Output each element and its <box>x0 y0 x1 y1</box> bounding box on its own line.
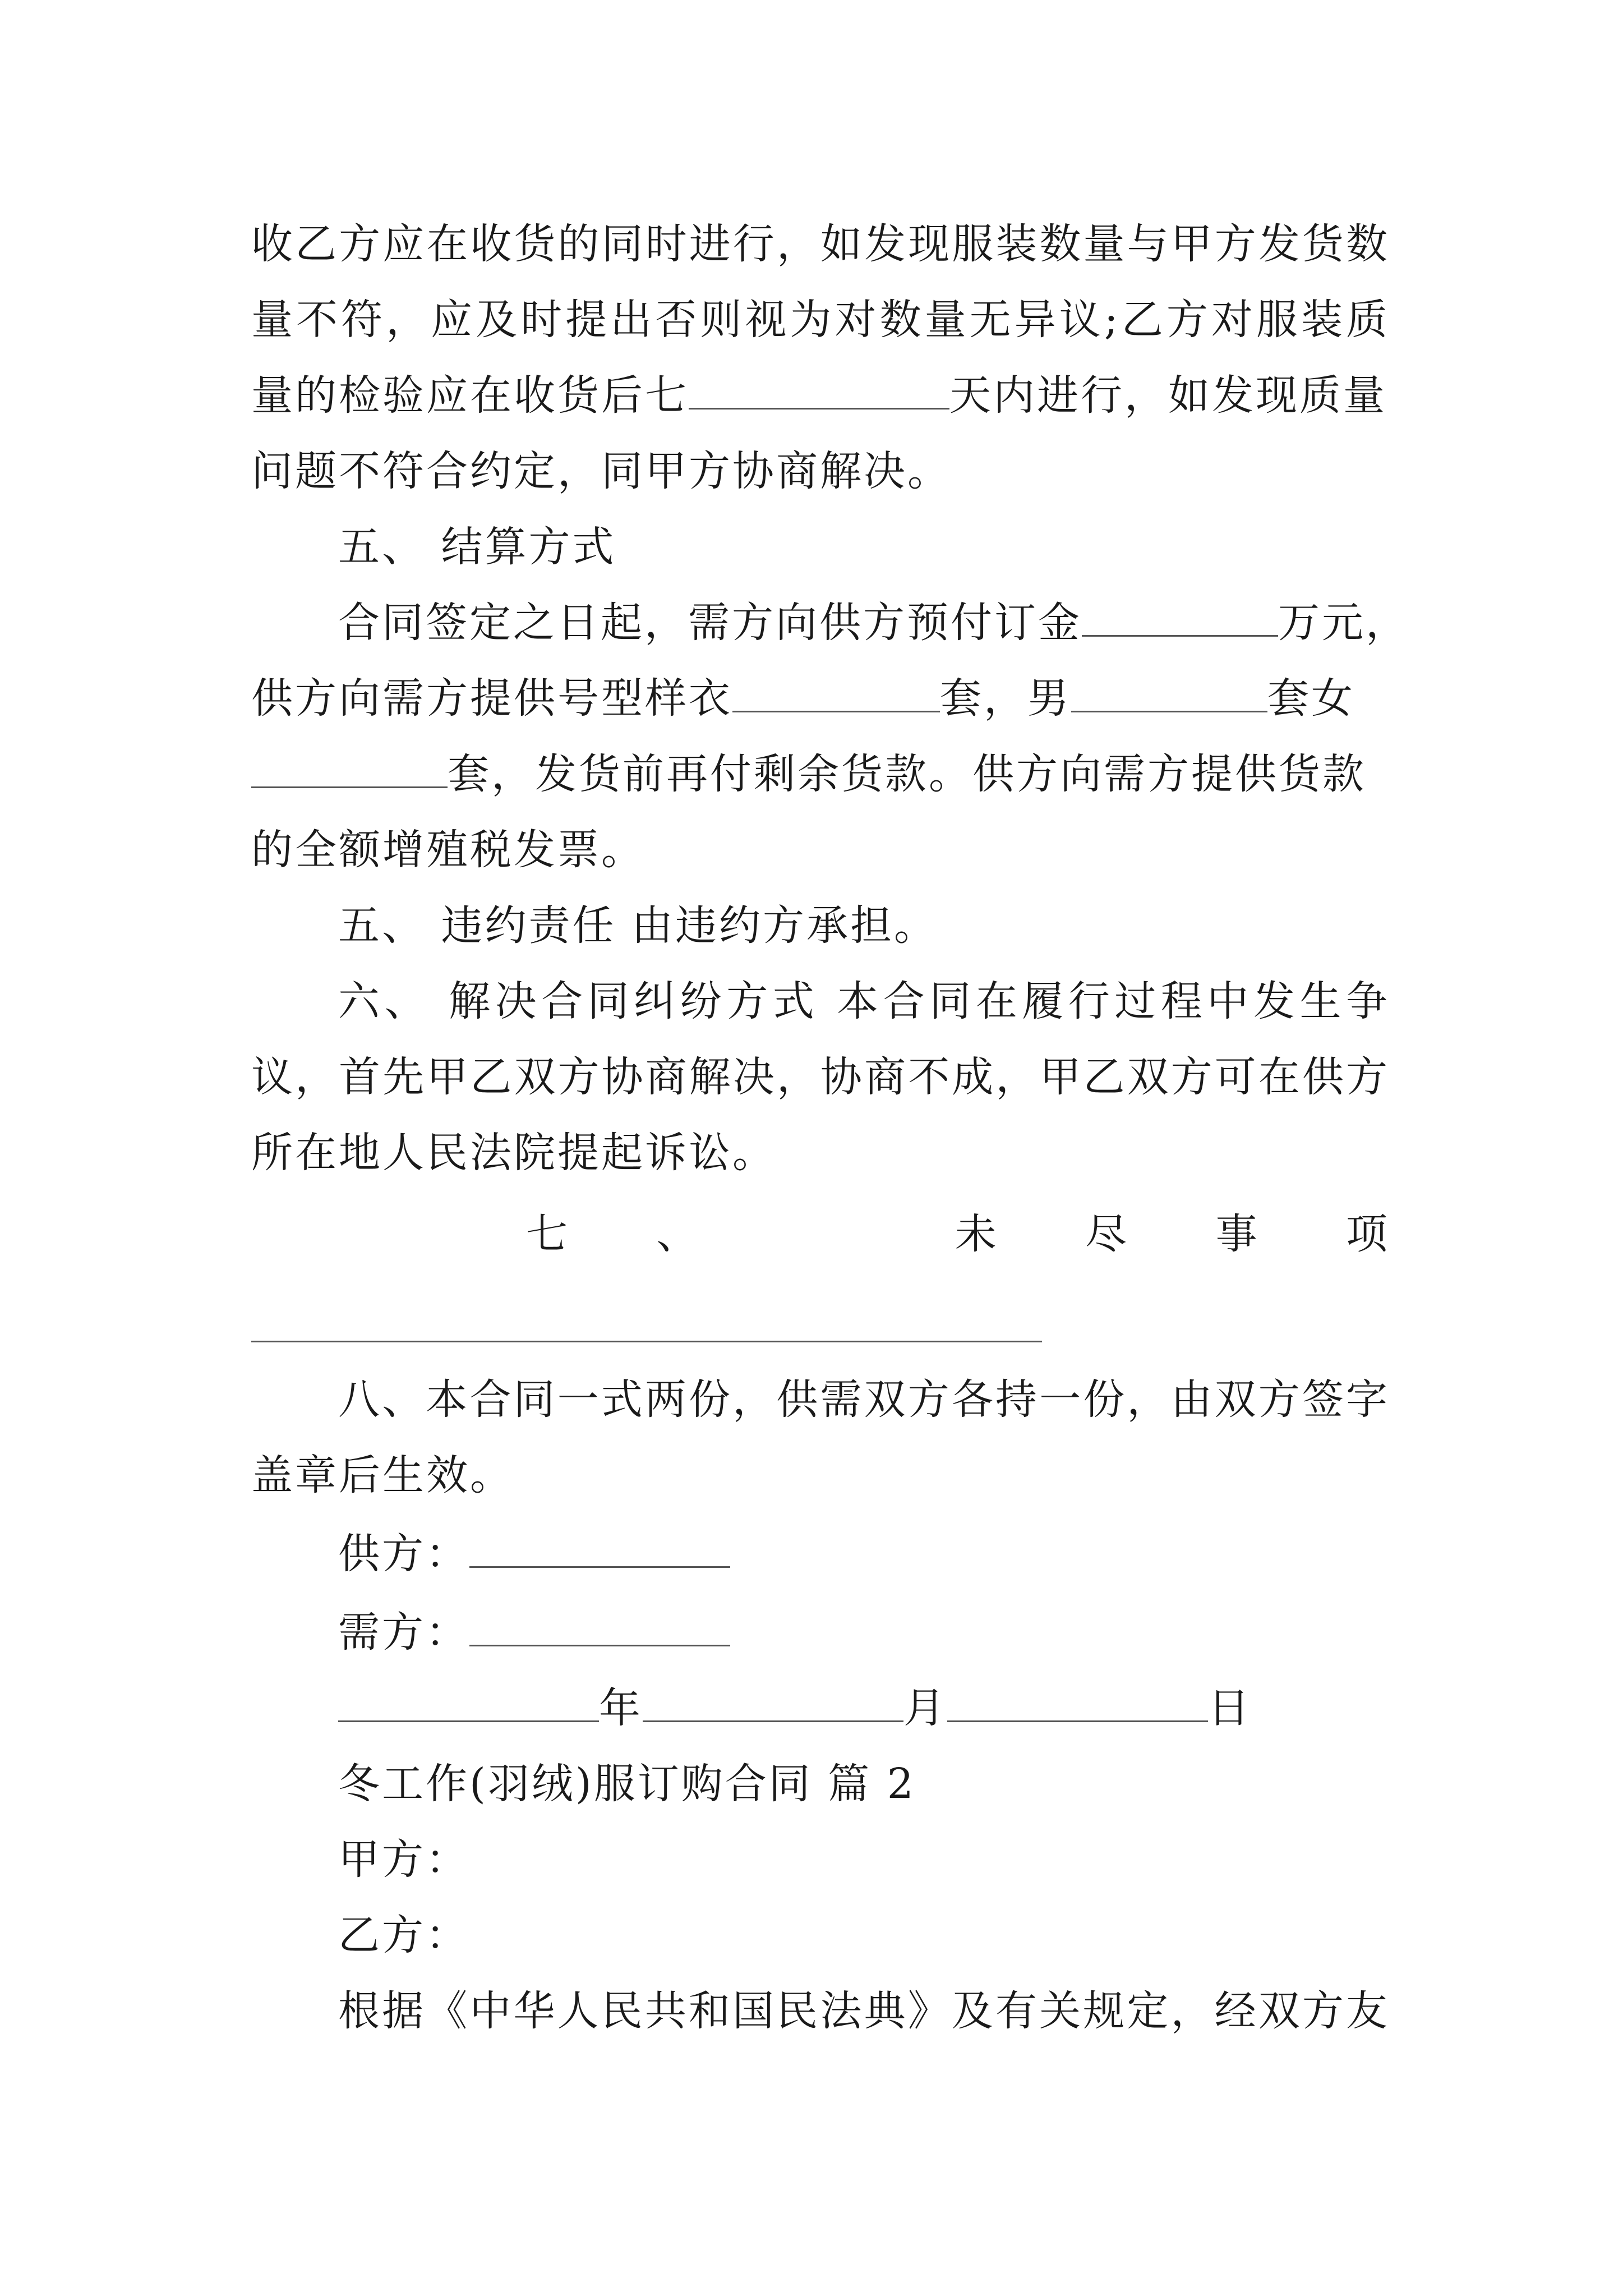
date-line: 年 月 日 <box>338 1680 1477 1736</box>
paragraph-line: 盖章后生效。 <box>251 1451 514 1499</box>
paragraph-line: 八、本合同一式两份，供需双方各持一份，由双方签字 <box>338 1375 1390 1424</box>
paragraph-line: 量不符，应及时提出否则视为对数量无异议;乙方对服装质 <box>251 296 1390 344</box>
fill-blank <box>643 1683 903 1722</box>
paragraph-line: 问题不符合约定，同甲方协商解决。 <box>251 447 951 495</box>
fill-blank <box>1082 597 1278 637</box>
fill-blank <box>732 673 940 712</box>
signature-line-supplier: 供方： <box>338 1526 1477 1582</box>
paragraph-line: 套，发货前再付剩余货款。供方向需方提供货款 <box>251 746 1390 802</box>
paragraph-line: 所在地人民法院提起诉讼。 <box>251 1129 776 1177</box>
paragraph-line: 的全额增殖税发票。 <box>251 826 645 874</box>
fill-blank <box>469 1529 730 1568</box>
party-a-label: 甲方： <box>338 1835 469 1884</box>
section-heading: 五、 违约责任 由违约方承担。 <box>338 901 938 950</box>
fill-blank <box>251 749 448 788</box>
signature-line-buyer: 需方： <box>338 1604 1477 1660</box>
paragraph-line: 收乙方应在收货的同时进行，如发现服装数量与甲方发货数 <box>251 220 1390 268</box>
party-b-label: 乙方： <box>338 1911 469 1959</box>
document-title: 冬工作(羽绒)服订购合同 篇 2 <box>338 1760 916 1808</box>
fill-blank <box>689 370 949 409</box>
paragraph-line: 供方向需方提供号型样衣 套，男 套女 <box>251 674 1355 723</box>
fill-blank <box>1071 673 1267 712</box>
fill-blank <box>947 1683 1208 1722</box>
paragraph-line: 根据《中华人民共和国民法典》及有关规定，经双方友 <box>338 1987 1390 2035</box>
paragraph-line: 量的检验应在收货后七 天内进行，如发现质量 <box>251 371 1387 420</box>
section-heading: 五、 结算方式 <box>338 523 616 571</box>
paragraph-line: 六、 解决合同纠纷方式 本合同在履行过程中发生争 <box>338 977 1390 1025</box>
fill-blank <box>338 1683 599 1722</box>
paragraph-line: 议，首先甲乙双方协商解决，协商不成，甲乙双方可在供方 <box>251 1053 1390 1101</box>
section-heading-spaced: 七 、 未 尽 事 项 <box>526 1210 1390 1258</box>
fill-blank-long <box>251 1341 1042 1342</box>
paragraph-line: 合同签定之日起，需方向供方预付订金 万元， <box>338 599 1409 647</box>
fill-blank <box>469 1607 730 1646</box>
